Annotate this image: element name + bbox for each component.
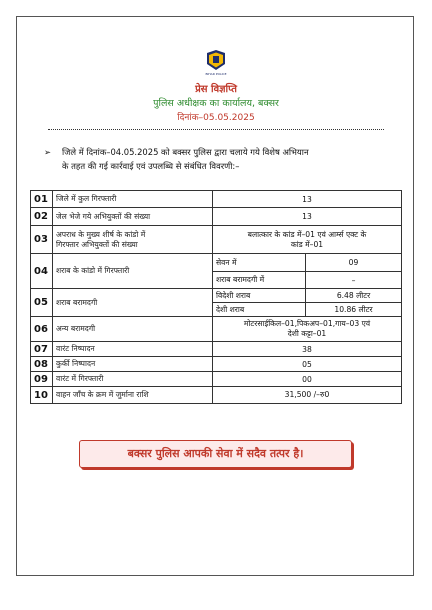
sub-value: 09 [306,254,402,272]
arrow-bullet-icon: ➢ [44,147,52,157]
table-row [31,289,402,303]
row-value: 38 [213,342,402,357]
row-value: 05 [213,357,402,372]
table-row [31,387,402,404]
row-label [53,226,213,254]
row-number: 01 [31,191,53,208]
sub-label: विदेशी शराब [213,289,306,303]
row-value [213,226,402,254]
row-label: वारंट निष्पादन [53,342,213,357]
table-row [31,342,402,357]
row-value-line-1: बलात्कार के कांड में–01 एवं आर्म्स एक्ट के [247,229,367,239]
row-value-line-1: मोटरसाईकिल–01,पिकअप–01,गाय–03 एवं [243,319,371,328]
row-number: 09 [31,372,53,387]
row-label: कुर्की निष्पादन [53,357,213,372]
press-release-title: प्रेस विज्ञप्ति [195,84,237,95]
row-label: वाहन जाँच के क्रम में जुर्माना राशि [53,387,213,404]
table-row [31,317,402,342]
intro-line-2: के तहत की गई कार्रवाई एवं उपलब्धि से संबंधित विवरणी:– [62,161,240,171]
sub-label: सेवन में [213,254,306,272]
logo-caption: BIHAR POLICE [205,72,227,76]
sub-label: शराब बरामदगी में [213,272,306,289]
row-label: शराब बरामदगी [53,289,213,317]
release-date: दिनांक–05.05.2025 [177,113,255,123]
office-name: पुलिस अधीक्षक का कार्यालय, बक्सर [153,98,279,109]
row-number: 10 [31,387,53,404]
table-row [31,357,402,372]
row-number: 03 [31,226,53,254]
sub-value: 6.48 लीटर [306,289,402,303]
sub-value: 10.86 लीटर [306,303,402,317]
row-number: 08 [31,357,53,372]
row-value: 00 [213,372,402,387]
row-value: 13 [213,191,402,208]
summary-table [30,190,402,404]
row-number: 04 [31,254,53,289]
dotted-separator [48,129,384,130]
row-value-line-2: कांड में–01 [290,239,324,249]
bihar-police-logo [204,50,228,76]
row-label: शराब के कांडो में गिरफ्तारी [53,254,213,289]
sub-value: – [306,272,402,289]
row-label: वारंट में गिरफ्तारी [53,372,213,387]
row-value: 13 [213,208,402,226]
intro-line-1: जिले में दिनांक–04.05.2025 को बक्सर पुलिस द्वारा चलाये गये विशेष अभियान [62,147,309,157]
row-label: अन्य बरामदगी [53,317,213,342]
row-label-line-1: अपराध के मुख्य शीर्ष के कांडो में [56,229,146,239]
table-row [31,372,402,387]
row-value [213,317,402,342]
row-value-line-2: देशी कट्टा–01 [287,329,327,338]
row-number: 02 [31,208,53,226]
table-row [31,208,402,226]
table-row [31,254,402,272]
banner-text: बक्सर पुलिस आपकी सेवा में सदैव तत्पर है। [127,447,304,460]
sub-label: देशी शराब [213,303,306,317]
table-row [31,191,402,208]
row-label: जिले में कुल गिरफ्तारी [53,191,213,208]
row-number: 06 [31,317,53,342]
row-label-line-2: गिरफ्तार अभियुक्तों की संख्या [56,239,138,249]
row-number: 07 [31,342,53,357]
row-label: जेल भेजे गये अभियुक्तों की संख्या [53,208,213,226]
table-row [31,226,402,254]
row-number: 05 [31,289,53,317]
row-value: 31,500 /–रु0 [213,387,402,404]
service-banner [79,440,352,468]
